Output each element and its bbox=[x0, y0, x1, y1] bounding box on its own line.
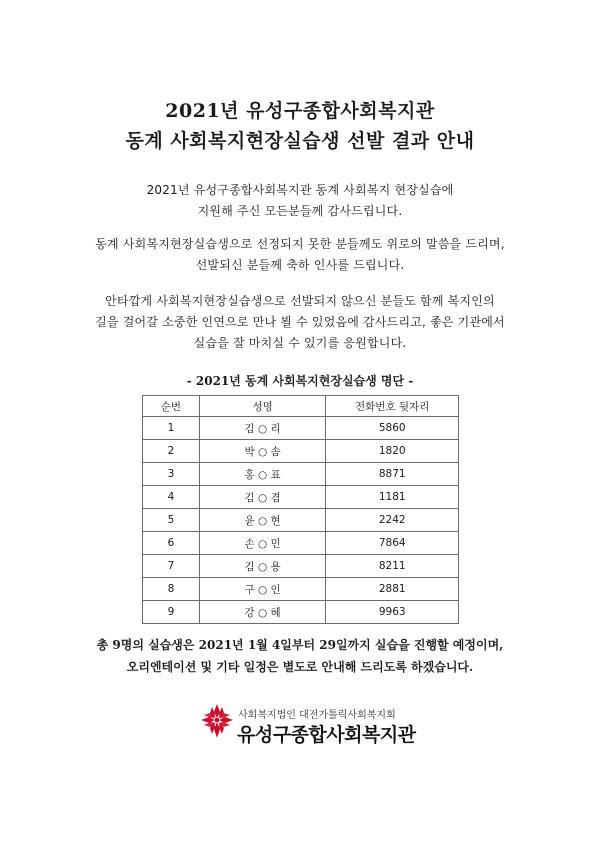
table-row bbox=[143, 486, 459, 509]
row-name: 김 ○ 용 bbox=[199, 555, 326, 578]
encouragement-paragraph bbox=[0, 291, 600, 354]
parent-organization-name: 사회복지법인 대전가톨릭사회복지회 bbox=[238, 710, 396, 721]
row-phone: 2881 bbox=[326, 578, 459, 601]
table-row bbox=[143, 532, 459, 555]
row-name: 박 ○ 솜 bbox=[199, 440, 326, 463]
row-number: 5 bbox=[143, 509, 200, 532]
row-phone: 2242 bbox=[326, 509, 459, 532]
table-row bbox=[143, 555, 459, 578]
row-phone: 1820 bbox=[326, 440, 459, 463]
row-phone: 7864 bbox=[326, 532, 459, 555]
table-row bbox=[143, 509, 459, 532]
paragraph-line: 2021년 유성구종합사회복지관 동계 사회복지 현장실습에 bbox=[146, 183, 454, 197]
paragraph-line: 실습을 잘 마치실 수 있기를 응원합니다. bbox=[193, 336, 407, 350]
table-header-row bbox=[143, 396, 459, 417]
caritas-cross-flame-icon bbox=[200, 703, 234, 739]
paragraph-line: 지원해 주신 모든분들께 감사드립니다. bbox=[197, 204, 403, 218]
row-number: 9 bbox=[143, 601, 200, 624]
header-name: 성명 bbox=[199, 396, 326, 417]
document-title-line2: 동계 사회복지현장실습생 선발 결과 안내 bbox=[125, 130, 475, 152]
row-name: 강 ○ 혜 bbox=[199, 601, 326, 624]
table-caption: - 2021년 동계 사회복지현장실습생 명단 - bbox=[186, 374, 414, 388]
row-name: 손 ○ 민 bbox=[199, 532, 326, 555]
consolation-paragraph bbox=[0, 234, 600, 276]
table-row bbox=[143, 440, 459, 463]
row-number: 8 bbox=[143, 578, 200, 601]
closing-notice bbox=[0, 634, 600, 678]
row-number: 6 bbox=[143, 532, 200, 555]
row-name: 김 ○ 리 bbox=[199, 417, 326, 440]
paragraph-line: 안타깝게 사회복지현장실습생으로 선발되지 않으신 분들도 함께 복지인의 bbox=[105, 294, 495, 308]
document-title-line1: 2021년 유성구종합사회복지관 bbox=[165, 100, 435, 122]
organization-name: 유성구종합사회복지관 bbox=[237, 724, 416, 746]
row-number: 7 bbox=[143, 555, 200, 578]
row-name: 윤 ○ 현 bbox=[199, 509, 326, 532]
row-phone: 8871 bbox=[326, 463, 459, 486]
organization-logo bbox=[200, 703, 460, 747]
header-phone-last-digits: 전화번호 뒷자리 bbox=[326, 396, 459, 417]
row-number: 3 bbox=[143, 463, 200, 486]
row-phone: 9963 bbox=[326, 601, 459, 624]
table-row bbox=[143, 578, 459, 601]
row-name: 홍 ○ 표 bbox=[199, 463, 326, 486]
row-name: 구 ○ 인 bbox=[199, 578, 326, 601]
row-phone: 8211 bbox=[326, 555, 459, 578]
row-number: 4 bbox=[143, 486, 200, 509]
thanks-paragraph bbox=[0, 180, 600, 222]
row-phone: 5860 bbox=[326, 417, 459, 440]
header-number: 순번 bbox=[143, 396, 200, 417]
paragraph-line: 동계 사회복지현장실습생으로 선정되지 못한 분들께도 위로의 말씀을 드리며, bbox=[95, 237, 505, 251]
table-row bbox=[143, 601, 459, 624]
row-phone: 1181 bbox=[326, 486, 459, 509]
paragraph-line: 선발되신 분들께 축하 인사를 드립니다. bbox=[195, 258, 405, 272]
closing-line: 총 9명의 실습생은 2021년 1월 4일부터 29일까지 실습을 진행할 예정이며, bbox=[96, 638, 504, 652]
selected-students-table bbox=[142, 395, 459, 624]
row-number: 2 bbox=[143, 440, 200, 463]
table-row bbox=[143, 417, 459, 440]
closing-line: 오리엔테이션 및 기타 일정은 별도로 안내해 드리도록 하겠습니다. bbox=[126, 660, 474, 674]
row-number: 1 bbox=[143, 417, 200, 440]
table-row bbox=[143, 463, 459, 486]
paragraph-line: 길을 걸어갈 소중한 인연으로 만나 뵐 수 있었음에 감사드리고, 좋은 기관에서 bbox=[95, 315, 505, 329]
row-name: 김 ○ 겸 bbox=[199, 486, 326, 509]
